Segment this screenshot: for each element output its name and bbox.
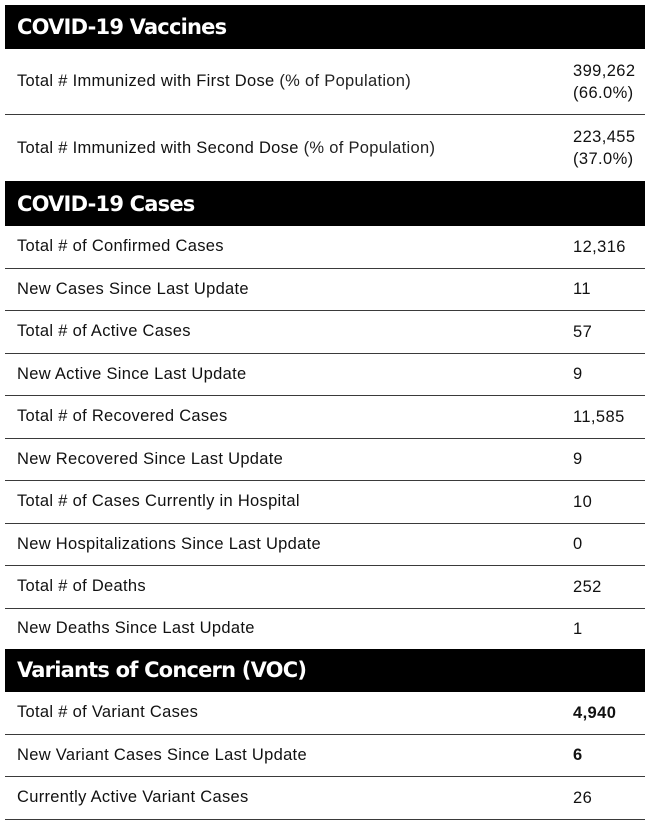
row-label: New Deaths Since Last Update <box>17 619 255 637</box>
table-row <box>5 226 645 269</box>
section-title-variants: Variants of Concern (VOC) <box>17 658 307 683</box>
row-label: New Cases Since Last Update <box>17 279 249 298</box>
section-header-cases <box>5 181 645 226</box>
row-value: 1 <box>573 619 583 638</box>
row-value: 6 <box>573 746 583 765</box>
row-label: Total # of Deaths <box>17 577 146 596</box>
row-value: 0 <box>573 535 583 554</box>
row-value: 9 <box>573 450 583 469</box>
table-row-first-dose <box>5 49 645 115</box>
table-row <box>5 566 645 609</box>
row-label: New Variant Cases Since Last Update <box>17 745 307 764</box>
table-row <box>5 269 645 312</box>
table-row <box>5 354 645 397</box>
row-value: 9 <box>573 365 583 384</box>
section-header-vaccines <box>5 5 645 49</box>
row-label: Total # of Active Cases <box>17 322 191 341</box>
row-label: New Recovered Since Last Update <box>17 449 284 468</box>
section-header-variants <box>5 649 645 693</box>
row-value: 12,316 <box>573 237 626 256</box>
row-label: New Hospitalizations Since Last Update <box>17 534 321 553</box>
row-label: Total # of Variant Cases <box>17 703 199 722</box>
table-row <box>5 396 645 439</box>
row-value: 399,262 (66.0%) <box>573 61 636 102</box>
table-row <box>5 311 645 354</box>
row-value: 57 <box>573 322 593 341</box>
row-label: Total # Immunized with First Dose (% of Population) <box>17 72 412 90</box>
row-label: Total # of Cases Currently in Hospital <box>17 492 300 511</box>
table-row-second-dose <box>5 115 645 181</box>
table-row <box>5 777 645 820</box>
row-label: Total # of Confirmed Cases <box>17 237 224 256</box>
table-row <box>5 439 645 482</box>
section-title-cases: COVID-19 Cases <box>17 191 195 216</box>
row-value: 26 <box>573 788 593 807</box>
table-row <box>5 692 645 735</box>
table-row <box>5 609 645 649</box>
row-value: 4,940 <box>573 703 617 722</box>
row-label: New Active Since Last Update <box>17 364 247 383</box>
row-value: 252 <box>573 577 602 596</box>
row-value: 11,585 <box>573 407 625 426</box>
row-value: 11 <box>573 280 591 299</box>
row-label: Total # Immunized with Second Dose (% of Population) <box>17 138 436 157</box>
table-row <box>5 524 645 567</box>
section-title-vaccines: COVID-19 Vaccines <box>17 15 227 39</box>
row-value: 223,455 (37.0%) <box>573 128 636 168</box>
row-label: Currently Active Variant Cases <box>17 788 249 807</box>
table-row <box>5 481 645 524</box>
row-value: 10 <box>573 492 593 511</box>
row-label: Total # of Recovered Cases <box>17 407 228 426</box>
table-row <box>5 735 645 778</box>
